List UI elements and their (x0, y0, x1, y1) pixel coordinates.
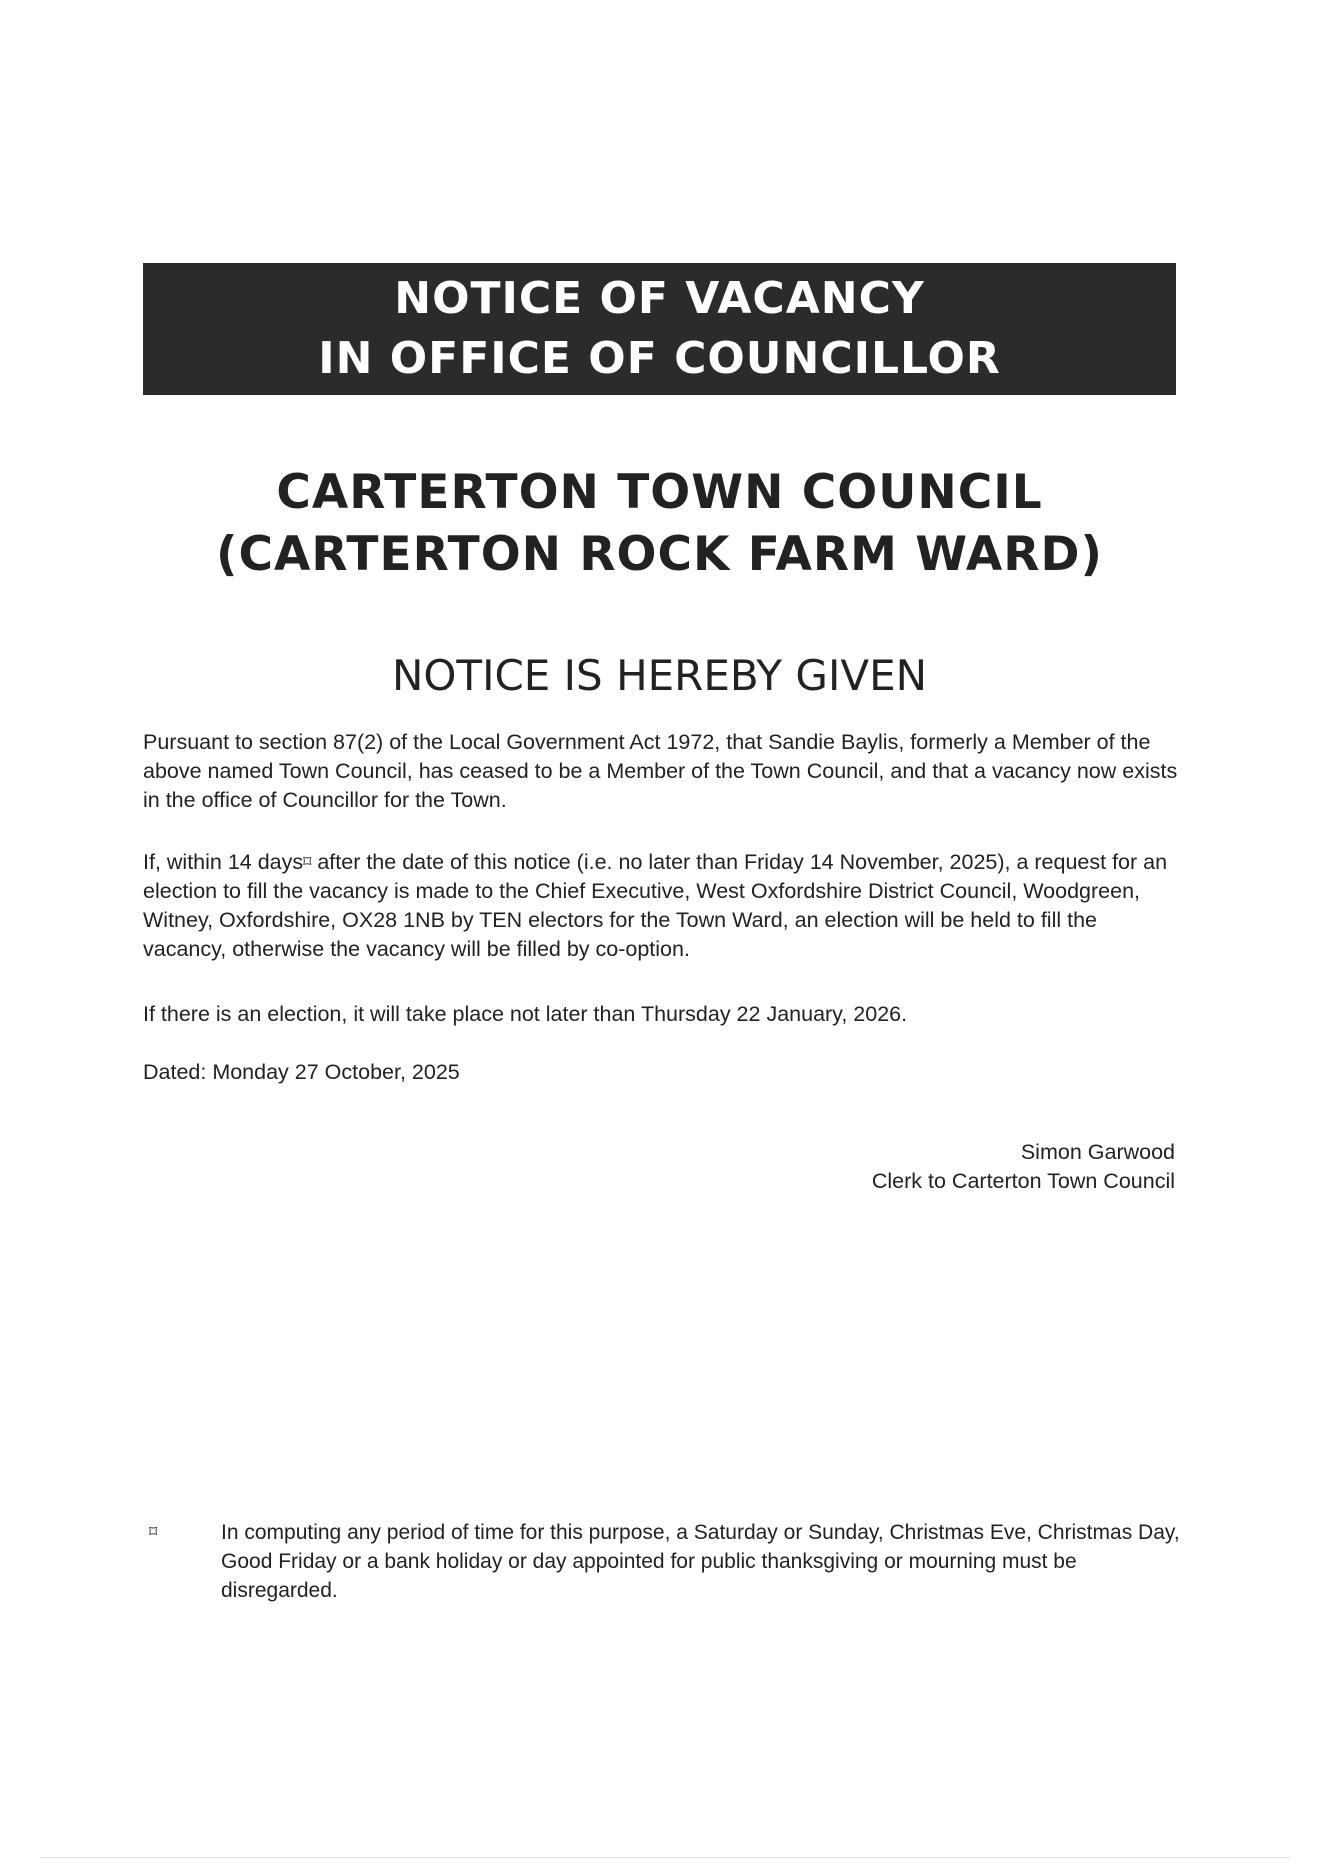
paragraph-election-date: If there is an election, it will take place not later than Thursday 22 January, 2026. (143, 1002, 908, 1026)
footnote-text: In computing any period of time for this purpose, a Saturday or Sunday, Christmas Eve, Christmas Day, Good Friday or a bank holiday or day appointed for public thanksgiving or mourning must be disregarded. (221, 1521, 1180, 1602)
council-title (143, 462, 1176, 586)
banner-title-line1: NOTICE OF VACANCY (394, 273, 925, 324)
notice-heading: NOTICE IS HEREBY GIVEN (391, 651, 928, 700)
signatory-title: Clerk to Carterton Town Council (871, 1169, 1175, 1193)
signature-block (872, 1138, 1175, 1196)
footnote-marker-icon: ⌑ (149, 1524, 158, 1541)
ward-name: (CARTERTON ROCK FARM WARD) (215, 527, 1103, 582)
banner-title-line2: IN OFFICE OF COUNCILLOR (318, 333, 1001, 384)
paragraph-text-start: If, within 14 days (143, 850, 304, 874)
page-edge-divider (40, 1857, 1290, 1858)
council-name: CARTERTON TOWN COUNCIL (276, 465, 1043, 520)
dated-line: Dated: Monday 27 October, 2025 (143, 1060, 460, 1084)
signatory-name: Simon Garwood (1020, 1140, 1175, 1164)
paragraph-election-request (143, 848, 1183, 964)
paragraph-text-end: after the date of this notice (i.e. no later than Friday 14 November, 2025), a request for an election to fill the vacancy is made to the Chief Executive, West Oxfordshire District Council, Woodgreen, Witney, Oxfordshire, OX28 1NB by TEN electors for the Town Ward, an election will be held to fill the vacancy, otherwise the vacancy will be filled by co-option. (143, 850, 1168, 961)
footnote-marker-icon: ⌑ (303, 854, 312, 871)
notice-banner (143, 263, 1176, 395)
paragraph-vacancy: Pursuant to section 87(2) of the Local Government Act 1972, that Sandie Baylis, formerly a Member of the above named Town Council, has ceased to be a Member of the Town Council, and that a vacancy now exists in the office of Councillor for the Town. (143, 730, 1178, 812)
